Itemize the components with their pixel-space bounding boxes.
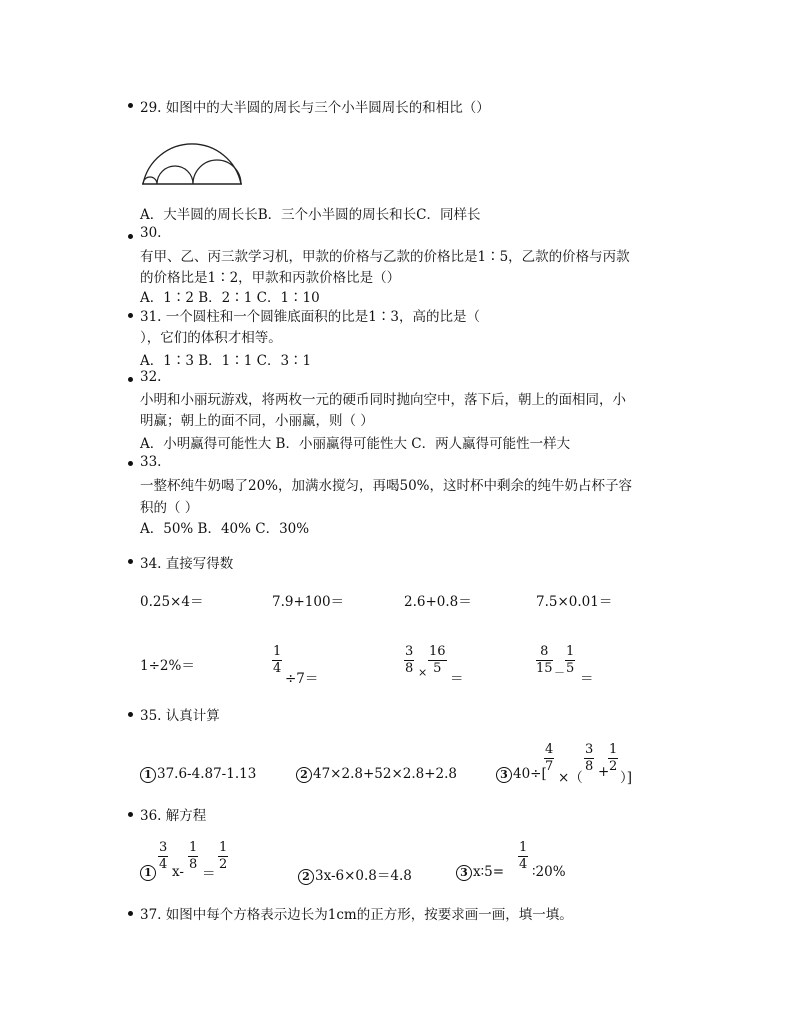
bullet	[128, 559, 133, 564]
fraction	[428, 644, 447, 677]
numerator: 1	[273, 644, 282, 659]
variable: x-	[172, 864, 184, 880]
equation-3	[456, 864, 504, 881]
question-35-title: 35. 认真计算	[140, 708, 220, 724]
numerator: 3	[405, 644, 414, 659]
numerator: 4	[545, 742, 554, 757]
question-31-line-2: ），它们的体积才相等。	[140, 330, 282, 346]
numerator: 3	[585, 742, 594, 757]
numerator: 1	[519, 840, 528, 855]
denominator: 4	[159, 857, 168, 872]
expression-mid: ×（	[558, 770, 583, 786]
equation-1-mark	[140, 864, 157, 881]
question-30-line-1: 有甲、乙、丙三款学习机，甲款的价格与乙款的价格比是1∶5，乙款的价格与丙款	[140, 249, 630, 265]
bullet	[128, 712, 133, 717]
bullet	[128, 377, 133, 382]
question-33-line-1: 一整杯纯牛奶喝了20%，加满水搅匀，再喝50%，这时杯中剩余的纯牛奶占杯子容	[140, 478, 633, 494]
denominator: 5	[433, 661, 442, 676]
calc-item-3	[496, 766, 547, 783]
calc-item: 0.25×4＝	[140, 594, 204, 610]
circled-number: 1	[140, 767, 156, 783]
equals-sign: ＝	[450, 671, 464, 687]
question-33-options: A．50% B．40% C．30%	[140, 521, 310, 537]
fraction	[608, 742, 618, 775]
bullet	[128, 911, 133, 916]
question-37-text: 37. 如图中每个方格表示边长为1cm的正方形，按要求画一画，填一填。	[140, 907, 573, 923]
calc-item: 2.6+0.8＝	[404, 594, 472, 610]
fraction	[544, 742, 554, 775]
question-29-stem: 29. 如图中的大半圆的周长与三个小半圆周长的和相比（）	[140, 100, 490, 116]
equals-sign: ＝	[580, 671, 594, 687]
equals-sign: ＝	[202, 866, 216, 882]
calc-item: 7.5×0.01＝	[536, 594, 613, 610]
question-32-number: 32.	[140, 369, 162, 385]
denominator: 2	[609, 759, 618, 774]
times-sign: ×	[418, 666, 428, 679]
bullet	[128, 461, 133, 466]
bullet	[128, 812, 133, 817]
calc-item-2	[296, 766, 457, 783]
semicircle-figure	[140, 130, 245, 188]
numerator: 1	[609, 742, 618, 757]
bullet	[128, 313, 133, 318]
question-30-number: 30.	[140, 225, 162, 241]
question-32-line-1: 小明和小丽玩游戏，将两枚一元的硬币同时抛向空中，落下后，朝上的面相同，小	[140, 392, 626, 408]
calc-item-1	[140, 766, 256, 783]
fraction	[404, 644, 414, 677]
expression: 37.6-4.87-1.13	[157, 766, 257, 782]
denominator: 4	[519, 857, 528, 872]
numerator: 1	[566, 644, 575, 659]
numerator: 3	[159, 840, 168, 855]
denominator: 15	[536, 661, 553, 676]
expression: 47×2.8+52×2.8+2.8	[313, 766, 458, 782]
expression-start: x∶5=	[473, 864, 505, 880]
fraction	[272, 644, 282, 677]
question-31-line-1: 31. 一个圆柱和一个圆锥底面积的比是1∶3，高的比是（	[140, 309, 480, 325]
equation-2	[298, 864, 412, 885]
bullet	[128, 234, 133, 239]
fraction	[188, 840, 198, 873]
bullet	[128, 103, 133, 108]
circled-number: 1	[140, 865, 156, 881]
circled-number: 3	[456, 865, 472, 881]
question-32-options: A．小明赢得可能性大 B．小丽赢得可能性大 C．两人赢得可能性一样大	[140, 436, 571, 452]
numerator: 1	[219, 840, 228, 855]
expression-end: ∶20%	[532, 864, 566, 880]
question-32-line-2: 明赢；朝上的面不同，小丽赢，则（ ）	[140, 413, 374, 429]
question-34-title: 34. 直接写得数	[140, 556, 234, 572]
question-30-options: A．1∶2 B．2∶1 C．1∶10	[140, 290, 320, 306]
circled-number: 2	[298, 869, 314, 885]
denominator: 7	[545, 759, 554, 774]
calc-item: 7.9+100＝	[272, 594, 345, 610]
question-33-number: 33.	[140, 454, 162, 470]
question-30-line-2: 的价格比是1∶2，甲款和丙款价格比是（）	[140, 270, 401, 286]
question-36-title: 36. 解方程	[140, 808, 207, 824]
numerator: 8	[536, 644, 553, 661]
fraction	[518, 840, 528, 873]
fraction	[584, 742, 594, 775]
expression: 3x-6×0.8＝4.8	[315, 868, 412, 884]
calc-item: 1÷2%＝	[140, 658, 195, 674]
fraction	[565, 644, 575, 677]
denominator: 8	[405, 661, 414, 676]
denominator: 5	[566, 661, 575, 676]
calc-operator: ÷7＝	[285, 671, 319, 687]
numerator: 16	[429, 644, 446, 659]
circled-number: 2	[296, 767, 312, 783]
question-33-line-2: 积的（ ）	[140, 500, 199, 516]
numerator: 1	[189, 840, 198, 855]
expression-end: ）]	[620, 770, 633, 786]
question-29-options: A．大半圆的周长长B．三个小半圆的周长和长C．同样长	[140, 207, 481, 223]
expression-start: 40÷[	[513, 766, 547, 782]
fraction	[536, 644, 553, 677]
denominator: 2	[219, 857, 228, 872]
minus-sign: －	[554, 666, 565, 679]
denominator: 8	[585, 759, 594, 774]
denominator: 8	[189, 857, 198, 872]
denominator: 4	[273, 661, 282, 676]
fraction	[218, 840, 228, 873]
circled-number: 3	[496, 767, 512, 783]
question-31-options: A．1∶3 B．1∶1 C．3∶1	[140, 353, 312, 369]
fraction	[158, 840, 168, 873]
plus-sign: +	[598, 764, 610, 780]
